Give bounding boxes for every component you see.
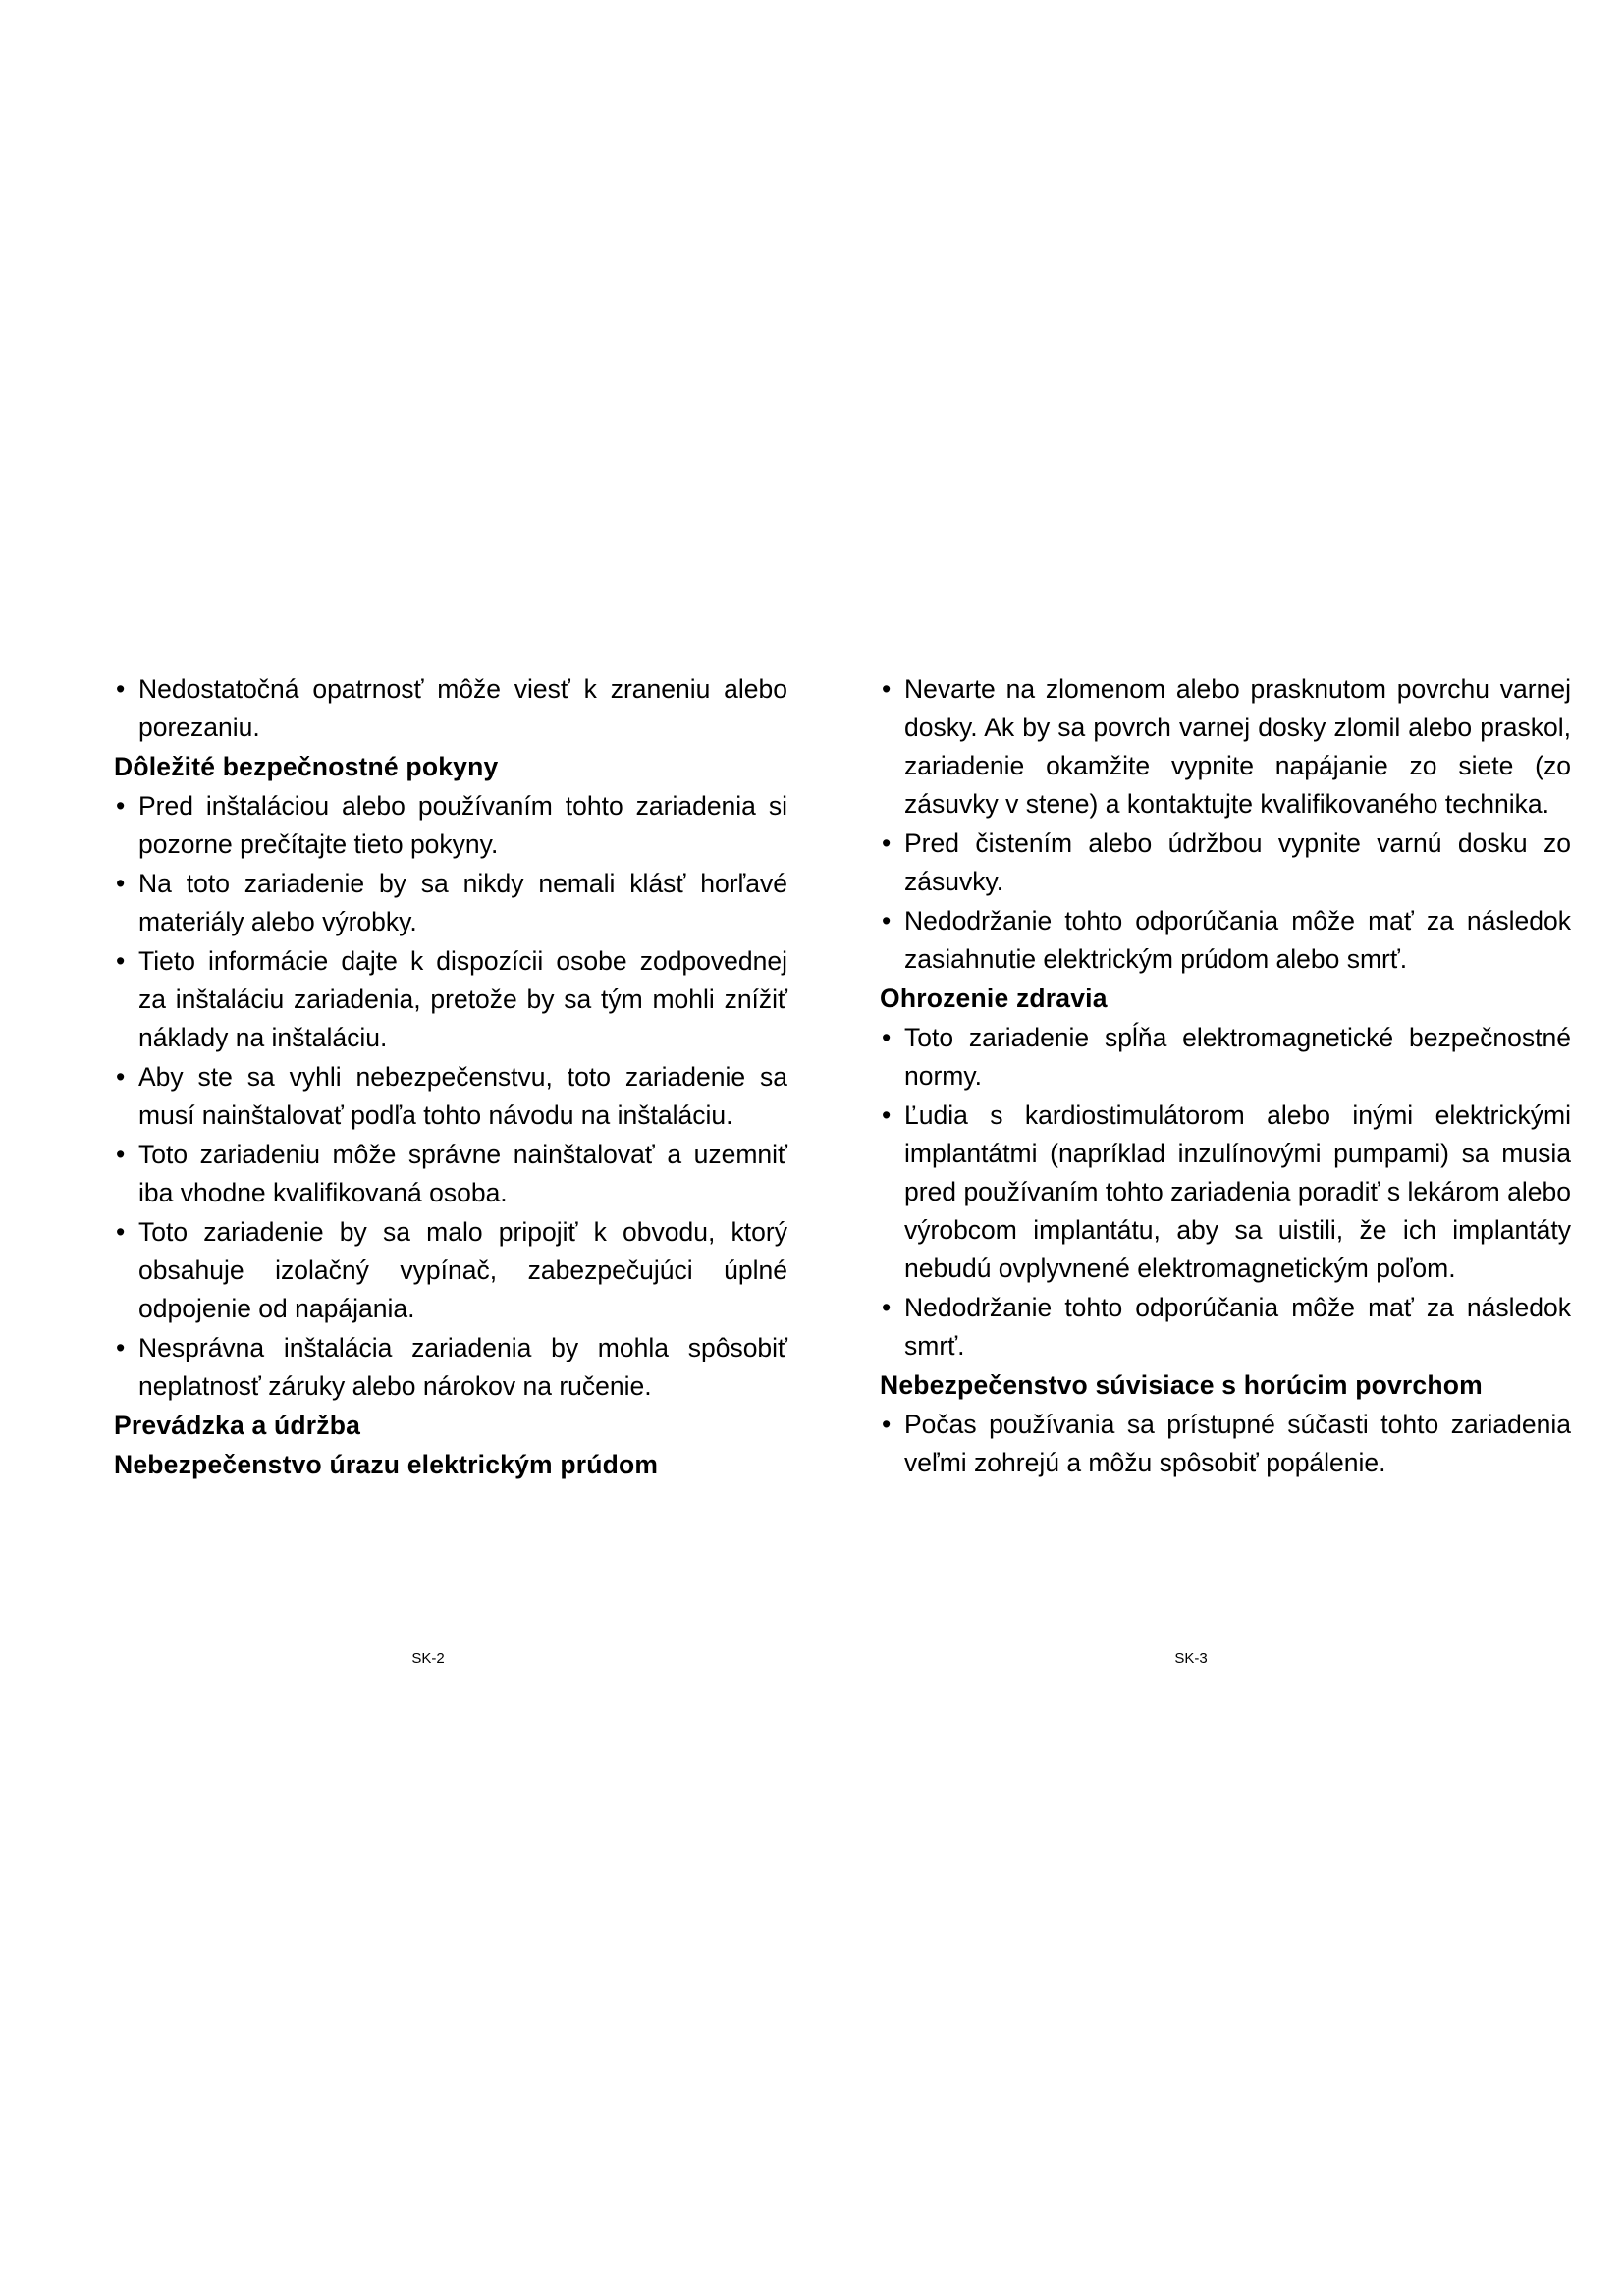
page-number-left: SK-2 (411, 1650, 445, 1667)
bullet-item: • Nesprávna inštalácia zariadenia by mohla spôsobiť neplatnosť záruky alebo nárokov na ručenie. (114, 1329, 787, 1406)
bullet-item: • Toto zariadenie by sa malo pripojiť k obvodu, ktorý obsahuje izolačný vypínač, zabezpečujúci úplné odpojenie od napájania. (114, 1213, 787, 1328)
bullet-item: • Počas používania sa prístupné súčasti tohto zariadenia veľmi zohrejú a môžu spôsobiť popálenie. (880, 1406, 1571, 1482)
bullet-item: • Na toto zariadenie by sa nikdy nemali klásť horľavé materiály alebo výrobky. (114, 865, 787, 941)
section-heading: Nebezpečenstvo úrazu elektrickým prúdom (114, 1450, 659, 1479)
bullet-item: • Ľudia s kardiostimulátorom alebo inými elektrickými implantátmi (napríklad inzulínovými pumpami) sa musia pred používaním tohto zariadenia poradiť s lekárom alebo výrobcom implantátu, aby sa uistili, že ich implantáty nebudú ovplyvnené elektromagnetickým poľom. (880, 1096, 1571, 1288)
bullet-item: • Toto zariadenie spĺňa elektromagnetické bezpečnostné normy. (880, 1019, 1571, 1095)
page-number-right: SK-3 (1174, 1650, 1208, 1667)
left-page-column (114, 670, 787, 1485)
section-heading: Prevádzka a údržba (114, 1411, 361, 1440)
bullet-item: • Pred čistením alebo údržbou vypnite varnú dosku zo zásuvky. (880, 825, 1571, 901)
bullet-item: • Nedodržanie tohto odporúčania môže mať za následok smrť. (880, 1289, 1571, 1365)
bullet-item: • Toto zariadeniu môže správne nainštalovať a uzemniť iba vhodne kvalifikovaná osoba. (114, 1136, 787, 1212)
section-heading: Dôležité bezpečnostné pokyny (114, 752, 499, 781)
bullet-item: • Aby ste sa vyhli nebezpečenstvu, toto zariadenie sa musí nainštalovať podľa tohto návodu na inštaláciu. (114, 1058, 787, 1135)
bullet-item: • Nedodržanie tohto odporúčania môže mať za následok zasiahnutie elektrickým prúdom alebo smrť. (880, 902, 1571, 979)
bullet-item: • Nedostatočná opatrnosť môže viesť k zraneniu alebo porezaniu. (114, 670, 787, 747)
section-heading: Nebezpečenstvo súvisiace s horúcim povrchom (880, 1370, 1483, 1400)
bullet-item: • Pred inštaláciou alebo používaním tohto zariadenia si pozorne prečítajte tieto pokyny. (114, 787, 787, 864)
bullet-item: • Nevarte na zlomenom alebo prasknutom povrchu varnej dosky. Ak by sa povrch varnej dosky zlomil alebo praskol, zariadenie okamžite vypnite napájanie zo siete (zo zásuvky v stene) a kontaktujte kvalifikovaného technika. (880, 670, 1571, 824)
bullet-item: • Tieto informácie dajte k dispozícii osobe zodpovednej za inštaláciu zariadenia, pretože by sa tým mohli znížiť náklady na inštaláciu. (114, 942, 787, 1057)
section-heading: Ohrozenie zdravia (880, 984, 1108, 1013)
right-page-column (880, 670, 1571, 1483)
